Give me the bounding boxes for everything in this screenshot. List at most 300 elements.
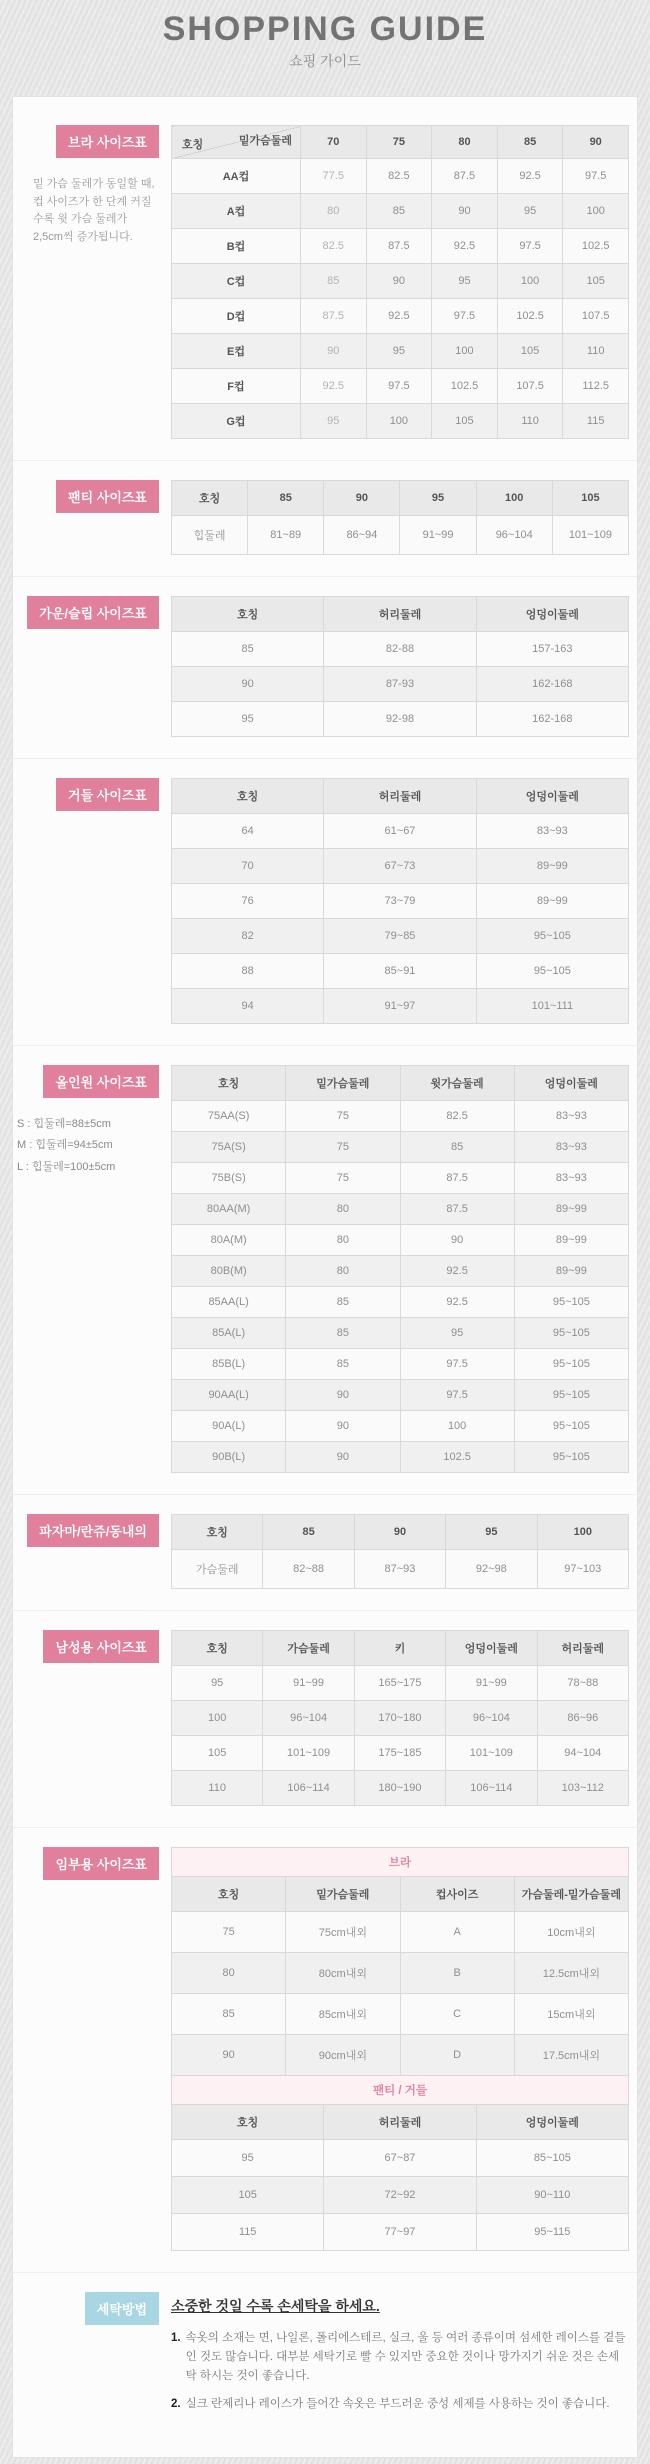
all-in-one-size-table <box>171 1065 629 1473</box>
cell: 102.5 <box>497 299 563 334</box>
cell: 88 <box>172 954 324 989</box>
washing-item <box>171 2395 629 2414</box>
panty-size-table <box>171 480 629 555</box>
cell: A <box>400 1912 514 1953</box>
maternity-bra-table <box>171 1847 629 2076</box>
cell: 82~88 <box>263 1550 354 1589</box>
cell: 95~105 <box>514 1380 628 1411</box>
cell: C컵 <box>172 264 301 299</box>
cell: D컵 <box>172 299 301 334</box>
cell: 105 <box>432 404 498 439</box>
column-header: 85 <box>263 1515 354 1550</box>
table-row <box>172 1994 629 2035</box>
section-all-in-one-side <box>13 1065 159 1178</box>
cell: 75A(S) <box>172 1132 286 1163</box>
cell: 90 <box>432 194 498 229</box>
cell: G컵 <box>172 404 301 439</box>
cell: 95~105 <box>476 919 628 954</box>
maternity-tables <box>171 1847 629 2251</box>
cell: 85 <box>172 1994 286 2035</box>
column-header: 엉덩이둘레 <box>514 1066 628 1101</box>
cell: 87.5 <box>400 1194 514 1225</box>
table-row <box>172 159 629 194</box>
cell: 80B(M) <box>172 1256 286 1287</box>
table-row <box>172 334 629 369</box>
cell: B컵 <box>172 229 301 264</box>
column-header: 엉덩이둘레 <box>446 1631 537 1666</box>
table-row <box>172 1194 629 1225</box>
cell: 90A(L) <box>172 1411 286 1442</box>
cell: 85AA(L) <box>172 1287 286 1318</box>
cell: 90cm내외 <box>286 2035 400 2076</box>
cell: 75 <box>286 1101 400 1132</box>
cell: 90~110 <box>476 2177 628 2214</box>
table-row <box>172 919 629 954</box>
column-header: 90 <box>324 481 400 516</box>
cell: 92-98 <box>324 702 476 737</box>
column-header: 85 <box>497 126 563 159</box>
column-header: 호칭 <box>172 481 248 516</box>
cell: 101~109 <box>552 516 628 555</box>
cell: 95~105 <box>514 1287 628 1318</box>
panty-size-table <box>171 480 629 555</box>
section-all-in-one <box>13 1045 637 1494</box>
band-label: 브라 <box>172 1848 629 1877</box>
cell: 82 <box>172 919 324 954</box>
cell: 83~93 <box>514 1101 628 1132</box>
cell: 102.5 <box>432 369 498 404</box>
table-row <box>172 1318 629 1349</box>
cell: 17.5cm내외 <box>514 2035 628 2076</box>
column-header: 90 <box>563 126 629 159</box>
cell: 96~104 <box>476 516 552 555</box>
cell: 101~109 <box>446 1736 537 1771</box>
cell: 92.5 <box>366 299 432 334</box>
cell: 100 <box>400 1411 514 1442</box>
band-label: 팬티 / 거들 <box>172 2076 629 2105</box>
column-header: 허리둘레 <box>324 779 476 814</box>
column-header: 75 <box>366 126 432 159</box>
table-row <box>172 1701 629 1736</box>
cell: 86~94 <box>324 516 400 555</box>
cell: 157-163 <box>476 632 628 667</box>
cell: 90 <box>172 2035 286 2076</box>
cell: 89~99 <box>514 1256 628 1287</box>
cell: B <box>400 1953 514 1994</box>
washing-item-text: 실크 란제리나 레이스가 들어간 속옷은 부드러운 중성 세제를 사용하는 것이 좋습니다. <box>185 2397 610 2410</box>
column-header: 호칭 <box>172 1066 286 1101</box>
table-row <box>172 229 629 264</box>
table-row <box>172 849 629 884</box>
bra-size-note: 밑 가슴 둘레가 동일할 때, 컵 사이즈가 한 단계 커질수록 윗 가슴 둘레가 2,5cm씩 증가됩니다. <box>33 178 155 243</box>
cell: 97.5 <box>432 299 498 334</box>
cell: D <box>400 2035 514 2076</box>
table-row <box>172 814 629 849</box>
column-header: 허리둘레 <box>324 597 476 632</box>
column-header: 105 <box>552 481 628 516</box>
cell: 75AA(S) <box>172 1101 286 1132</box>
page-header <box>0 0 650 96</box>
column-header: 호칭 <box>172 1877 286 1912</box>
table-row <box>172 667 629 702</box>
column-header: 엉덩이둘레 <box>476 779 628 814</box>
column-header: 100 <box>537 1515 628 1550</box>
cell: 92.5 <box>300 369 366 404</box>
cell: 89~99 <box>514 1225 628 1256</box>
section-girdle-side <box>13 778 159 811</box>
cell: 105 <box>563 264 629 299</box>
corner-bottom-label: 호칭 <box>182 139 204 151</box>
column-header: 엉덩이둘레 <box>476 2105 628 2140</box>
cell: 106~114 <box>263 1771 354 1806</box>
column-header: 90 <box>354 1515 445 1550</box>
cell: 102.5 <box>563 229 629 264</box>
cell: 86~96 <box>537 1701 628 1736</box>
cell: 83~93 <box>514 1132 628 1163</box>
table-row <box>172 884 629 919</box>
cell: 110 <box>497 404 563 439</box>
cell: 91~99 <box>446 1666 537 1701</box>
table-row <box>172 1912 629 1953</box>
cell: 61~67 <box>324 814 476 849</box>
header-row <box>172 1066 629 1101</box>
cell: 90B(L) <box>172 1442 286 1473</box>
section-label-all-in-one: 올인원 사이즈표 <box>43 1065 159 1098</box>
girdle-size-table <box>171 778 629 1024</box>
cell: 95 <box>172 1666 263 1701</box>
cell: 95 <box>172 702 324 737</box>
cell: 80cm내외 <box>286 1953 400 1994</box>
cell: 85 <box>400 1132 514 1163</box>
cell: 75 <box>286 1163 400 1194</box>
cell: 85 <box>286 1349 400 1380</box>
cell: 91~97 <box>324 989 476 1024</box>
section-gown-slip <box>13 576 637 758</box>
bra-size-table <box>171 125 629 439</box>
cell: 107.5 <box>497 369 563 404</box>
cell: 97.5 <box>400 1349 514 1380</box>
header-row <box>172 1877 629 1912</box>
table-row <box>172 194 629 229</box>
table-row <box>172 1349 629 1380</box>
size-note-line: M : 힙둘레=94±5cm <box>17 1139 113 1152</box>
all-in-one-size-table <box>171 1065 629 1473</box>
column-header: 밑가슴둘레 <box>286 1877 400 1912</box>
section-label-maternity: 임부용 사이즈표 <box>43 1847 159 1880</box>
washing-item-text: 속옷의 소재는 면, 나일론, 폴리에스테르, 실크, 울 등 여러 종류이며 섬세한 레이스를 곁들인 것도 많습니다. 대부분 세탁기로 빨 수 있지만 중요한 것이나 망가지기 쉬운 것은 손세탁 하시는 것이 좋습니다. <box>185 2332 626 2382</box>
band-row <box>172 1848 629 1877</box>
column-header: 호칭 <box>172 597 324 632</box>
header-row <box>172 597 629 632</box>
band-row <box>172 2076 629 2105</box>
cell: 92~98 <box>446 1550 537 1589</box>
cell: 15cm내외 <box>514 1994 628 2035</box>
cell: 72~92 <box>324 2177 476 2214</box>
table-row <box>172 1132 629 1163</box>
content-panel <box>12 96 638 2458</box>
cell: 85 <box>366 194 432 229</box>
header-row <box>172 779 629 814</box>
section-bra <box>13 125 637 460</box>
cell: 90 <box>366 264 432 299</box>
cell: 75 <box>286 1132 400 1163</box>
cell: 100 <box>432 334 498 369</box>
cell: 79~85 <box>324 919 476 954</box>
cell: 105 <box>497 334 563 369</box>
cell: 67~73 <box>324 849 476 884</box>
cell: 76 <box>172 884 324 919</box>
column-header: 호칭 <box>172 779 324 814</box>
bra-size-table <box>171 125 629 439</box>
section-washing-side <box>13 2292 159 2325</box>
gown-slip-size-table <box>171 596 629 737</box>
table-row <box>172 954 629 989</box>
column-header: 호칭 <box>172 1515 263 1550</box>
cell: 87.5 <box>432 159 498 194</box>
cell: 80AA(M) <box>172 1194 286 1225</box>
table-row <box>172 1953 629 1994</box>
table-row <box>172 1163 629 1194</box>
washing-item-number: 2. <box>171 2397 181 2410</box>
cell: 107.5 <box>563 299 629 334</box>
cell: 90 <box>286 1380 400 1411</box>
cell: 95 <box>432 264 498 299</box>
table-row <box>172 1380 629 1411</box>
cell: 80 <box>286 1225 400 1256</box>
cell: 91~99 <box>263 1666 354 1701</box>
cell: 95 <box>366 334 432 369</box>
cell: 97.5 <box>563 159 629 194</box>
page-title: SHOPPING GUIDE <box>162 10 488 48</box>
table-row <box>172 2035 629 2076</box>
gown-slip-size-table <box>171 596 629 737</box>
column-header: 호칭 <box>172 1631 263 1666</box>
cell: 83~93 <box>514 1163 628 1194</box>
cell: 89~99 <box>476 849 628 884</box>
cell: 75B(S) <box>172 1163 286 1194</box>
washing-title: 소중한 것일 수록 손세탁을 하세요. <box>171 2298 380 2314</box>
cell: A컵 <box>172 194 301 229</box>
section-label-panty: 팬티 사이즈표 <box>56 480 159 513</box>
maternity-bra-table <box>171 1847 629 2076</box>
header-row <box>172 126 629 159</box>
table-row <box>172 989 629 1024</box>
page-subtitle: 쇼핑 가이드 <box>289 53 361 69</box>
cell: 96~104 <box>446 1701 537 1736</box>
cell: 85 <box>172 632 324 667</box>
section-maternity-side <box>13 1847 159 1880</box>
cell: 175~185 <box>354 1736 445 1771</box>
cell: 83~93 <box>476 814 628 849</box>
column-header: 80 <box>432 126 498 159</box>
table-row <box>172 1771 629 1806</box>
cell: 87-93 <box>324 667 476 702</box>
section-maternity <box>13 1827 637 2272</box>
cell: 가슴둘레 <box>172 1550 263 1589</box>
cell: 77~97 <box>324 2214 476 2251</box>
cell: 80 <box>300 194 366 229</box>
cell: 90AA(L) <box>172 1380 286 1411</box>
section-mens-side <box>13 1630 159 1663</box>
cell: 87.5 <box>400 1163 514 1194</box>
cell: 81~89 <box>248 516 324 555</box>
cell: 85cm내외 <box>286 1994 400 2035</box>
column-header: 95 <box>446 1515 537 1550</box>
cell: 92.5 <box>400 1287 514 1318</box>
cell: 95~105 <box>514 1318 628 1349</box>
header-row <box>172 2105 629 2140</box>
table-row <box>172 264 629 299</box>
table-row <box>172 1411 629 1442</box>
mens-size-table <box>171 1630 629 1806</box>
cell: 94 <box>172 989 324 1024</box>
cell: 105 <box>172 1736 263 1771</box>
cell: 180~190 <box>354 1771 445 1806</box>
table-row <box>172 1225 629 1256</box>
section-label-washing: 세탁방법 <box>85 2292 159 2325</box>
cell: 67~87 <box>324 2140 476 2177</box>
header-row <box>172 481 629 516</box>
cell: 82-88 <box>324 632 476 667</box>
section-pajama <box>13 1494 637 1610</box>
cell: 112.5 <box>563 369 629 404</box>
maternity-panty-girdle-table <box>171 2075 629 2251</box>
section-label-gown-slip: 가운/슬립 사이즈표 <box>27 596 159 629</box>
cell: 110 <box>172 1771 263 1806</box>
cell: 90 <box>286 1411 400 1442</box>
cell: 110 <box>563 334 629 369</box>
cell: 103~112 <box>537 1771 628 1806</box>
cell: 101~111 <box>476 989 628 1024</box>
cell: 85 <box>286 1287 400 1318</box>
table-row <box>172 702 629 737</box>
cell: 92.5 <box>400 1256 514 1287</box>
cell: 힙둘레 <box>172 516 248 555</box>
all-in-one-hip-notes <box>17 1114 157 1178</box>
cell: 70 <box>172 849 324 884</box>
pajama-size-table <box>171 1514 629 1589</box>
cell: 89~99 <box>476 884 628 919</box>
column-header: 밑가슴둘레 <box>286 1066 400 1101</box>
cell: 78~88 <box>537 1666 628 1701</box>
table-row <box>172 2177 629 2214</box>
table-row <box>172 516 629 555</box>
cell: 85 <box>286 1318 400 1349</box>
table-row <box>172 2140 629 2177</box>
washing-item-number: 1. <box>171 2332 181 2344</box>
cell: 87.5 <box>300 299 366 334</box>
cell: 95~105 <box>514 1349 628 1380</box>
column-header: 가슴둘레-밑가슴둘레 <box>514 1877 628 1912</box>
section-mens <box>13 1610 637 1827</box>
cell: 165~175 <box>354 1666 445 1701</box>
column-header: 키 <box>354 1631 445 1666</box>
cell: 97.5 <box>497 229 563 264</box>
cell: 80 <box>286 1256 400 1287</box>
cell: 91~99 <box>400 516 476 555</box>
table-row <box>172 404 629 439</box>
table-row <box>172 299 629 334</box>
cell: 97~103 <box>537 1550 628 1589</box>
cell: 75 <box>172 1912 286 1953</box>
column-header: 100 <box>476 481 552 516</box>
table-row <box>172 1550 629 1589</box>
cell: 87~93 <box>354 1550 445 1589</box>
cell: 95~115 <box>476 2214 628 2251</box>
cell: 12.5cm내외 <box>514 1953 628 1994</box>
cell: 95 <box>400 1318 514 1349</box>
size-note-line: L : 힙둘레=100±5cm <box>17 1160 116 1173</box>
cell: 80A(M) <box>172 1225 286 1256</box>
cell: 162-168 <box>476 702 628 737</box>
column-header: 호칭 <box>172 2105 324 2140</box>
cell: 115 <box>563 404 629 439</box>
section-label-pajama: 파자마/란쥬/동내의 <box>27 1514 159 1547</box>
table-row <box>172 632 629 667</box>
header-row <box>172 1515 629 1550</box>
cell: 95~105 <box>476 954 628 989</box>
cell: 87.5 <box>366 229 432 264</box>
cell: 90 <box>172 667 324 702</box>
cell: 73~79 <box>324 884 476 919</box>
cell: 100 <box>172 1701 263 1736</box>
table-row <box>172 2214 629 2251</box>
cell: 64 <box>172 814 324 849</box>
cell: 92.5 <box>432 229 498 264</box>
table-row <box>172 1256 629 1287</box>
section-pajama-side <box>13 1514 159 1547</box>
table-row <box>172 369 629 404</box>
column-header: 컵사이즈 <box>400 1877 514 1912</box>
cell: 82.5 <box>366 159 432 194</box>
column-header: 엉덩이둘레 <box>476 597 628 632</box>
corner-cell <box>172 126 301 159</box>
cell: 94~104 <box>537 1736 628 1771</box>
cell: 90 <box>300 334 366 369</box>
column-header: 윗가슴둘레 <box>400 1066 514 1101</box>
corner-top-label: 밑가슴둘레 <box>238 135 292 147</box>
table-row <box>172 1442 629 1473</box>
washing-content <box>171 2292 629 2423</box>
cell: 89~99 <box>514 1194 628 1225</box>
header-row <box>172 1631 629 1666</box>
table-row <box>172 1736 629 1771</box>
cell: 95 <box>172 2140 324 2177</box>
cell: 80 <box>286 1194 400 1225</box>
section-label-bra: 브라 사이즈표 <box>56 125 159 158</box>
cell: 92.5 <box>497 159 563 194</box>
cell: 90 <box>400 1225 514 1256</box>
column-header: 70 <box>300 126 366 159</box>
section-panty <box>13 460 637 576</box>
girdle-size-table <box>171 778 629 1024</box>
washing-item <box>171 2329 629 2386</box>
cell: 100 <box>366 404 432 439</box>
cell: 80 <box>172 1953 286 1994</box>
cell: 10cm내외 <box>514 1912 628 1953</box>
cell: F컵 <box>172 369 301 404</box>
pajama-size-table <box>171 1514 629 1589</box>
table-row <box>172 1287 629 1318</box>
cell: 97.5 <box>400 1380 514 1411</box>
cell: AA컵 <box>172 159 301 194</box>
cell: 100 <box>497 264 563 299</box>
cell: 101~109 <box>263 1736 354 1771</box>
cell: 95 <box>300 404 366 439</box>
cell: 96~104 <box>263 1701 354 1736</box>
section-panty-side <box>13 480 159 513</box>
section-washing <box>13 2272 637 2453</box>
